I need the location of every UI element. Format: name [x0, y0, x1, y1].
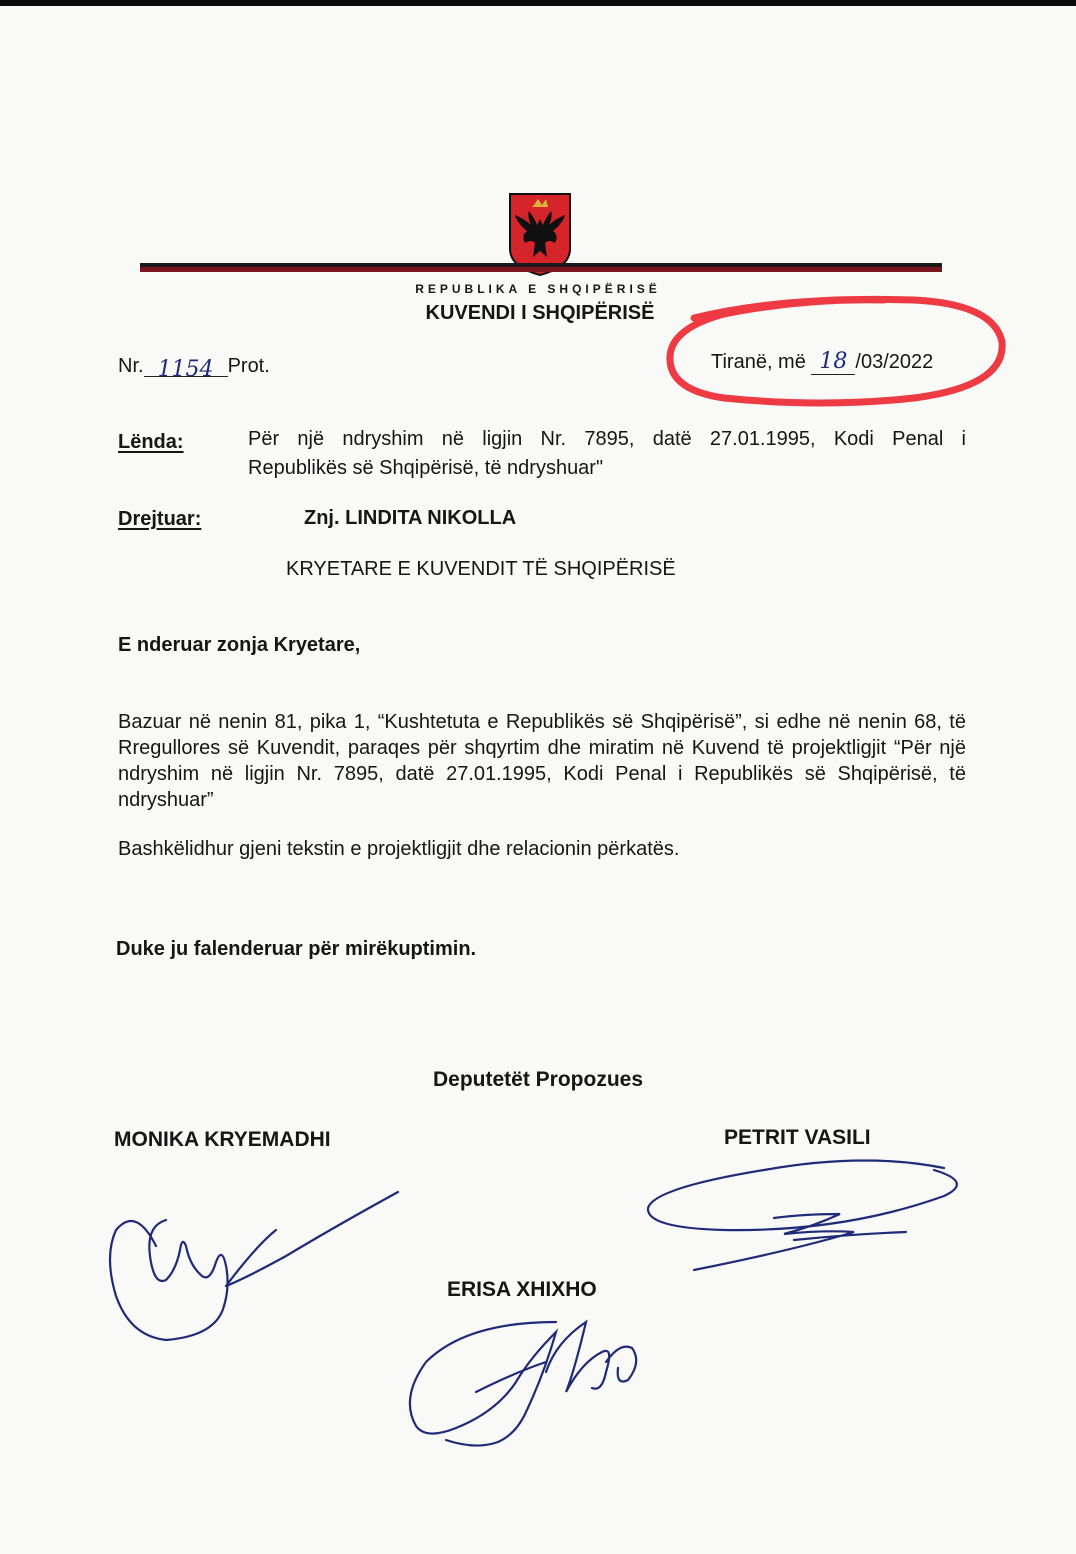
- signature-petrit: [644, 1156, 960, 1276]
- date-day: 18: [819, 349, 848, 374]
- signer-name-1: MONIKA KRYEMADHI: [114, 1128, 331, 1151]
- closing-line: Duke ju falenderuar për mirëkuptimin.: [116, 938, 477, 960]
- signature-monika: [106, 1186, 406, 1346]
- institution-name: KUVENDI I SHQIPËRISË: [425, 302, 655, 324]
- header-rule-red: [140, 267, 942, 272]
- addressee-title: KRYETARE E KUVENDIT TË SHQIPËRISË: [286, 558, 676, 580]
- date-prefix: Tiranë, më: [711, 351, 806, 373]
- subject-label: Lënda:: [118, 431, 184, 453]
- republic-name: REPUBLIKA E SHQIPËRISË: [415, 282, 661, 296]
- red-marker-circle: [664, 294, 1010, 408]
- body-paragraph-2: Bashkëlidhur gjeni tekstin e projektligjit dhe relacionin përkatës.: [118, 838, 680, 860]
- date-rest: /03/2022: [855, 351, 934, 373]
- body-paragraph-1: Bazuar në nenin 81, pika 1, “Kushtetuta e Republikës së Shqipërisë”, si edhe në nenin 68, të Rregullores së Kuvendit, paraqes për shqyrtim dhe miratim në Kuvend të projektligjit “Për një ndryshim në ligjin Nr. 7895, datë 27.01.1995, Kodi Penal i Republikës së Shqipërisë, të ndryshuar”: [118, 711, 966, 811]
- signer-name-3: ERISA XHIXHO: [447, 1278, 597, 1301]
- subject-line-2: Republikës së Shqipërisë, të ndryshuar": [248, 457, 604, 479]
- signatures-heading: Deputetët Propozues: [432, 1068, 644, 1091]
- signer-name-2: PETRIT VASILI: [724, 1126, 871, 1149]
- nr-value: 1154: [157, 357, 214, 382]
- subject-line-1: Për një ndryshim në ligjin Nr. 7895, datë 27.01.1995, Kodi Penal i: [248, 428, 966, 450]
- nr-label: Nr.: [118, 355, 144, 377]
- addressee-name: Znj. LINDITA NIKOLLA: [304, 507, 517, 529]
- protocol-number: [118, 353, 270, 382]
- prot-label: Prot.: [227, 355, 270, 377]
- signature-erisa: [406, 1302, 646, 1452]
- salutation: E nderuar zonja Kryetare,: [118, 634, 361, 656]
- addressee-label: Drejtuar:: [118, 508, 202, 530]
